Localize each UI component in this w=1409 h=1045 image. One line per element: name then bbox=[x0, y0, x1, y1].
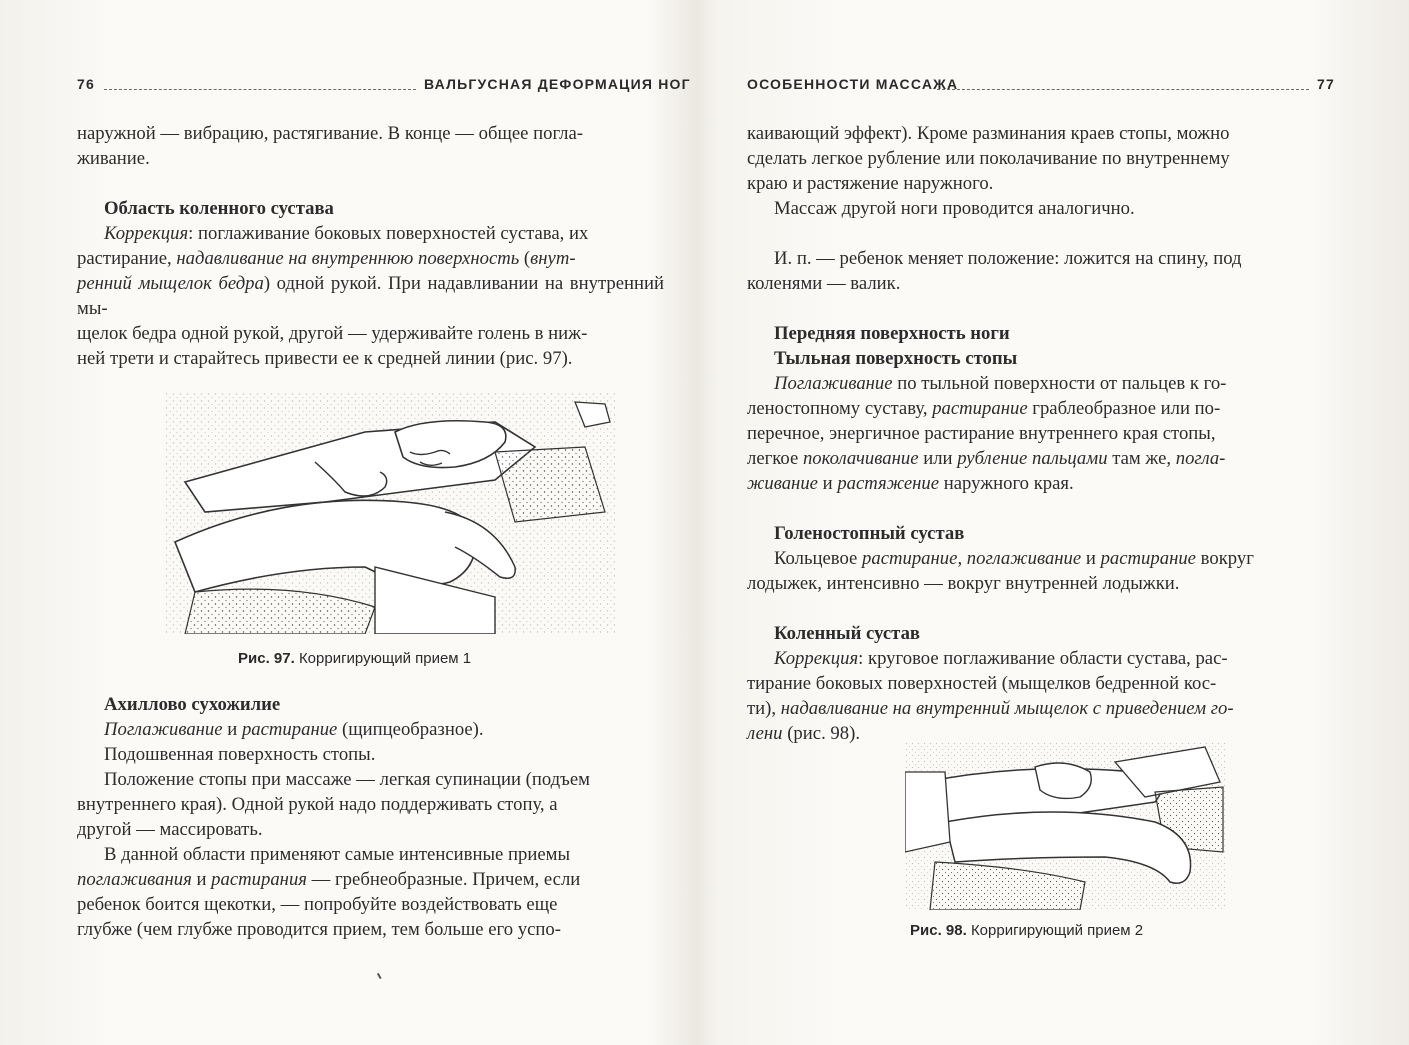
text-run: легкое bbox=[747, 448, 803, 469]
figure-97-caption-text: Корригирующий прием 1 bbox=[298, 650, 472, 667]
text-line bbox=[77, 867, 664, 892]
text-line bbox=[77, 842, 664, 867]
text-run: И. п. — ребенок меняет положение: ложится на спину, под bbox=[774, 248, 1242, 269]
text-run: внутреннего края). Одной рукой надо поддерживать стопу, а bbox=[77, 794, 558, 815]
emphasis-run: поглаживания bbox=[77, 869, 192, 890]
text-line bbox=[747, 671, 1334, 696]
figure-98-illustration bbox=[905, 742, 1227, 910]
text-run: ( bbox=[519, 248, 531, 269]
figure-97-label: Рис. 97. bbox=[238, 650, 295, 667]
section-heading: Область коленного сустава bbox=[104, 198, 334, 219]
text-run: ) одной рукой. При надавливании на внутренний мы- bbox=[77, 273, 664, 319]
text-line bbox=[747, 146, 1334, 171]
text-line bbox=[747, 471, 1334, 496]
text-run: : поглаживание боковых поверхностей сустава, их bbox=[188, 223, 589, 244]
text-line bbox=[77, 271, 664, 321]
emphasis-run: ренний мыщелок бедра bbox=[77, 273, 264, 294]
text-line bbox=[747, 371, 1334, 396]
text-line bbox=[747, 571, 1334, 596]
text-run: или bbox=[918, 448, 958, 469]
text-line bbox=[77, 221, 664, 246]
emphasis-run: растирание bbox=[1100, 548, 1196, 569]
right-running-head bbox=[705, 76, 1409, 98]
emphasis-run: Коррекция bbox=[774, 648, 859, 669]
text-line bbox=[747, 246, 1334, 271]
figure-98-label: Рис. 98. bbox=[910, 922, 967, 939]
text-run: глубже (чем глубже проводится прием, тем больше его успо- bbox=[77, 919, 561, 940]
paragraph-gap bbox=[747, 296, 1334, 321]
text-line bbox=[77, 742, 664, 767]
text-run: наружной — вибрацию, растягивание. В конце — общее погла- bbox=[77, 123, 584, 144]
paragraph-gap bbox=[747, 221, 1334, 246]
text-run: (рис. 98). bbox=[782, 723, 860, 744]
text-line bbox=[747, 271, 1334, 296]
text-run: по тыльной поверхности от пальцев к го- bbox=[892, 373, 1227, 394]
text-line bbox=[747, 546, 1334, 571]
text-line bbox=[747, 646, 1334, 671]
text-line bbox=[747, 396, 1334, 421]
text-run: вокруг bbox=[1195, 548, 1254, 569]
text-line bbox=[77, 121, 664, 146]
emphasis-run: надавливание на внутреннюю поверхность bbox=[176, 248, 520, 269]
text-line bbox=[747, 196, 1334, 221]
text-run: , bbox=[957, 548, 967, 569]
emphasis-run: погла- bbox=[1175, 448, 1226, 469]
section-heading: Передняя поверхность ноги bbox=[774, 323, 1010, 344]
section-heading: Ахиллово сухожилие bbox=[104, 694, 281, 715]
left-page bbox=[0, 0, 704, 1045]
emphasis-run: Поглаживание bbox=[104, 719, 223, 740]
text-line bbox=[77, 792, 664, 817]
figure-98-caption-text: Корригирующий прием 2 bbox=[970, 922, 1144, 939]
text-run: ребенок боится щекотки, — попробуйте воздействовать еще bbox=[77, 894, 558, 915]
left-running-head bbox=[0, 76, 704, 98]
text-run: наружного края. bbox=[939, 473, 1074, 494]
emphasis-run: Коррекция bbox=[104, 223, 189, 244]
text-line bbox=[77, 146, 664, 171]
emphasis-run: растирание bbox=[932, 398, 1028, 419]
emphasis-run: лени bbox=[747, 723, 783, 744]
text-run: Кольцевое bbox=[774, 548, 863, 569]
text-run: граблеобразное или по- bbox=[1027, 398, 1221, 419]
figure-98-caption bbox=[910, 922, 1143, 939]
emphasis-run: рубление пальцами bbox=[957, 448, 1108, 469]
text-run: тирание боковых поверхностей (мыщелков бедренной кос- bbox=[747, 673, 1217, 694]
text-run: : круговое поглаживание области сустава, рас- bbox=[858, 648, 1228, 669]
text-run: и bbox=[817, 473, 838, 494]
emphasis-run: растяжение bbox=[837, 473, 940, 494]
emphasis-run: внут- bbox=[530, 248, 576, 269]
text-run: и bbox=[1081, 548, 1101, 569]
text-run: щелок бедра одной рукой, другой — удерживайте голень в ниж- bbox=[77, 323, 588, 344]
text-line bbox=[77, 717, 664, 742]
page-number: 76 bbox=[77, 76, 95, 92]
text-run: краю и растяжение наружного. bbox=[747, 173, 994, 194]
running-title: ОСОБЕННОСТИ МАССАЖА bbox=[747, 76, 959, 92]
text-run: перечное, энергичное растирание внутреннего края стопы, bbox=[747, 423, 1216, 444]
stray-mark bbox=[377, 971, 385, 979]
text-run: другой — массировать. bbox=[77, 819, 263, 840]
text-run: там же, bbox=[1107, 448, 1176, 469]
text-run: лодыжек, интенсивно — вокруг внутренней лодыжки. bbox=[747, 573, 1180, 594]
text-run: и bbox=[222, 719, 242, 740]
emphasis-run: растирание bbox=[241, 719, 338, 740]
right-text bbox=[747, 121, 1334, 746]
text-run: коленями — валик. bbox=[747, 273, 901, 294]
text-line bbox=[77, 817, 664, 842]
text-line bbox=[77, 917, 664, 942]
emphasis-run: поколачивание bbox=[802, 448, 919, 469]
text-run: Положение стопы при массаже — легкая супинации (подъем bbox=[104, 769, 590, 790]
page-number: 77 bbox=[1317, 76, 1335, 92]
paragraph-gap bbox=[77, 171, 664, 196]
section-heading: Голеностопный сустав bbox=[774, 523, 965, 544]
text-run: Массаж другой ноги проводится аналогично. bbox=[774, 198, 1135, 219]
text-line bbox=[77, 346, 664, 371]
left-text-bottom bbox=[77, 692, 664, 942]
emphasis-run: растирания bbox=[211, 869, 307, 890]
text-line bbox=[77, 892, 664, 917]
emphasis-run: живание bbox=[747, 473, 818, 494]
section-heading: Коленный сустав bbox=[774, 623, 921, 644]
paragraph-gap bbox=[747, 496, 1334, 521]
running-head-rule bbox=[937, 89, 1309, 90]
paragraph-gap bbox=[747, 596, 1334, 621]
text-line bbox=[77, 321, 664, 346]
text-run: (щипцеобразное). bbox=[337, 719, 484, 740]
text-run: В данной области применяют самые интенсивные приемы bbox=[104, 844, 571, 865]
text-run: живание. bbox=[77, 148, 150, 169]
text-line bbox=[747, 121, 1334, 146]
left-text-top bbox=[77, 121, 664, 371]
running-head-rule bbox=[104, 89, 416, 90]
running-title: ВАЛЬГУСНАЯ ДЕФОРМАЦИЯ НОГ bbox=[424, 76, 691, 92]
text-run: Подошвенная поверхность стопы. bbox=[104, 744, 376, 765]
emphasis-run: Поглаживание bbox=[774, 373, 893, 394]
text-line bbox=[747, 696, 1334, 721]
figure-97-illustration bbox=[165, 392, 615, 634]
text-run: сделать легкое рубление или поколачивание по внутреннему bbox=[747, 148, 1230, 169]
text-run: леностопному суставу, bbox=[747, 398, 933, 419]
text-run: каивающий эффект). Кроме разминания краев стопы, можно bbox=[747, 123, 1230, 144]
emphasis-run: поглаживание bbox=[966, 548, 1082, 569]
text-line bbox=[747, 446, 1334, 471]
text-run: — гребнеобразные. Причем, если bbox=[306, 869, 581, 890]
text-line bbox=[747, 171, 1334, 196]
text-run: ней трети и старайтесь привести ее к средней линии (рис. 97). bbox=[77, 348, 573, 369]
text-line bbox=[77, 767, 664, 792]
text-run: и bbox=[191, 869, 212, 890]
figure-97-caption bbox=[238, 650, 471, 667]
emphasis-run: надавливание на внутренний мыщелок с приведением го- bbox=[780, 698, 1234, 719]
section-heading: Тыльная поверхность стопы bbox=[774, 348, 1018, 369]
right-page bbox=[705, 0, 1409, 1045]
text-run: ти), bbox=[747, 698, 781, 719]
text-line bbox=[747, 421, 1334, 446]
text-line bbox=[77, 246, 664, 271]
text-run: растирание, bbox=[77, 248, 177, 269]
emphasis-run: растирание bbox=[862, 548, 958, 569]
